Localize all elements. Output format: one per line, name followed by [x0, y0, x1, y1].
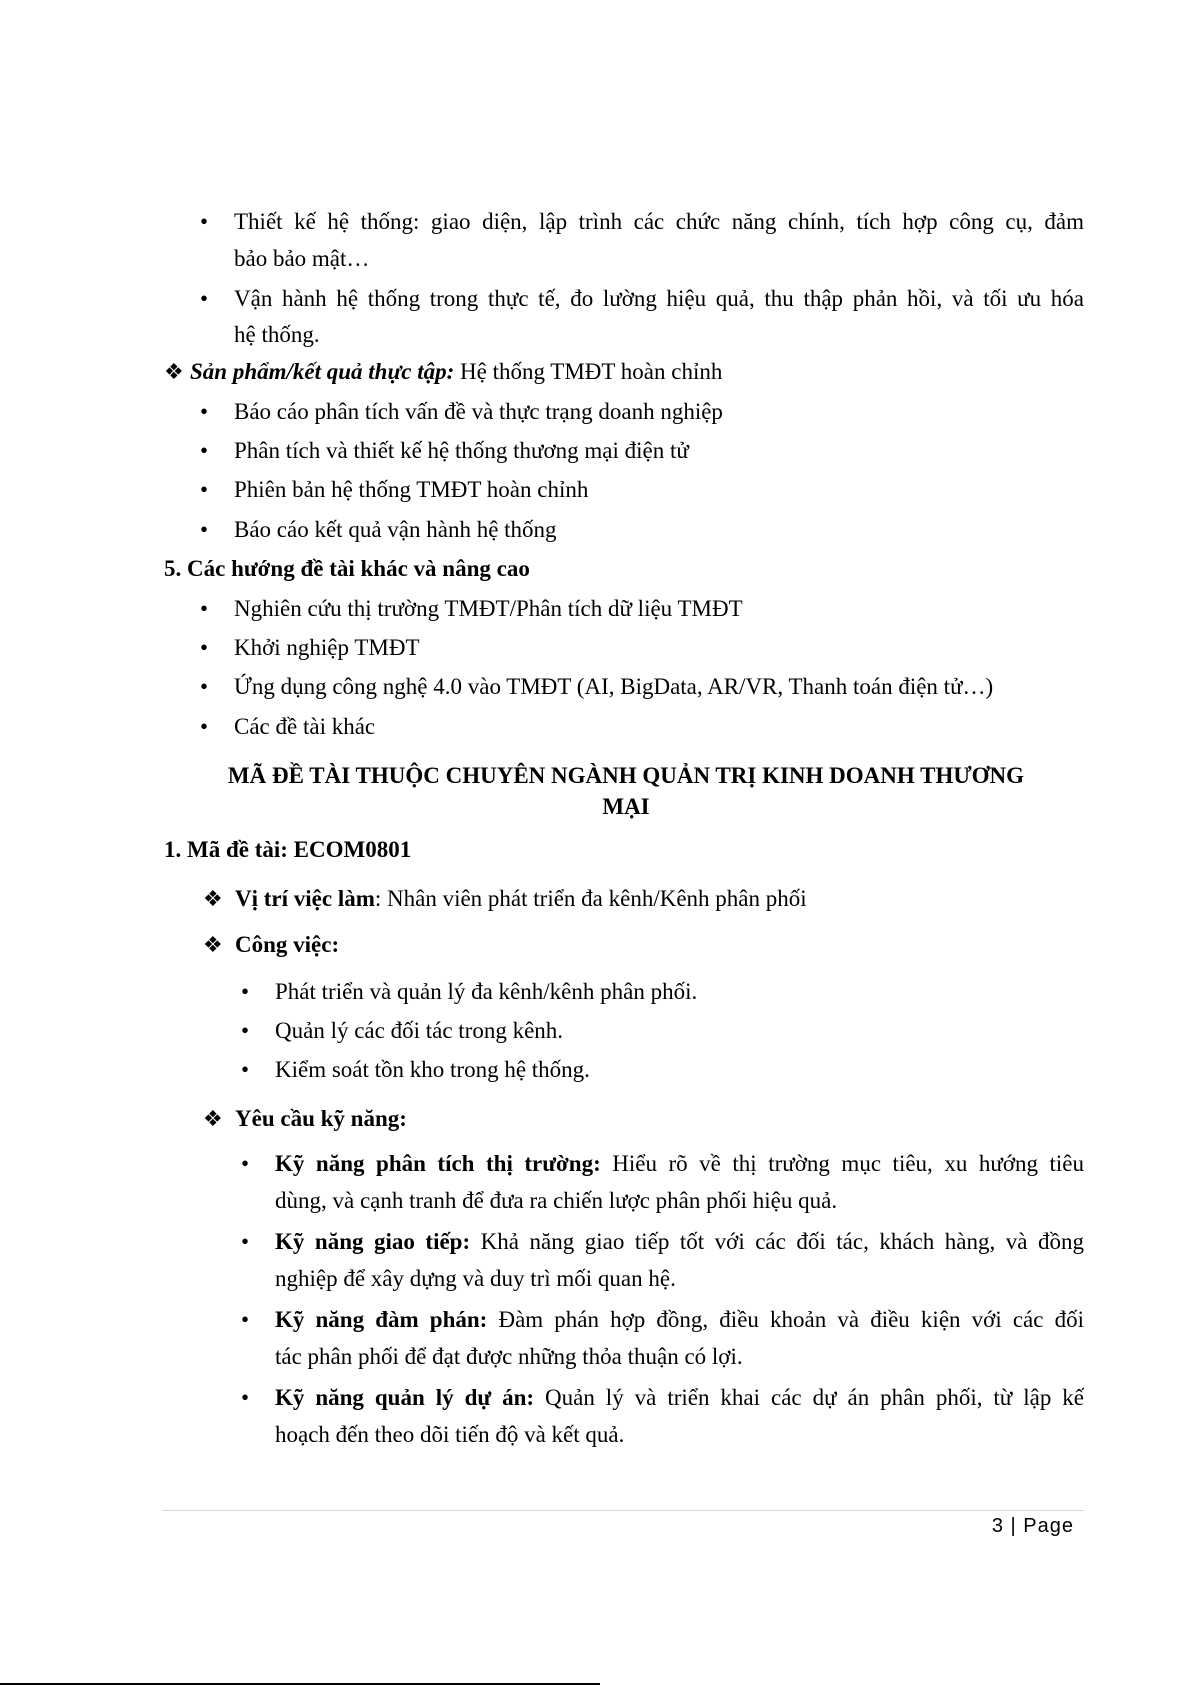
- page-footer: [992, 1511, 1074, 1541]
- bullet-icon: •: [200, 714, 209, 739]
- list-item: Ứng dụng công nghệ 4.0 vào TMĐT (AI, BigData, AR/VR, Thanh toán điện tử…): [234, 674, 994, 699]
- skill-line: [275, 1227, 1084, 1257]
- footer-divider: [162, 1510, 1084, 1511]
- list-item: Phân tích và thiết kế hệ thống thương mại điện tử: [234, 438, 689, 463]
- bullet-icon: •: [200, 596, 209, 621]
- bullet-icon: •: [241, 1151, 250, 1176]
- diamond-bullet-icon: ❖: [203, 886, 223, 911]
- bullet-icon: •: [241, 1018, 250, 1043]
- skill-line: [275, 1149, 1084, 1179]
- major-title-line2: MẠI: [602, 794, 650, 819]
- list-item: Các đề tài khác: [234, 714, 376, 739]
- skill-label: Kỹ năng đàm phán:: [275, 1307, 488, 1332]
- products-label: Sản phẩm/kết quả thực tập:: [190, 359, 455, 384]
- skill-text: Đàm phán hợp đồng, điều khoản và điều kiện với các đối: [487, 1307, 1084, 1332]
- skill-line: [275, 1305, 1084, 1335]
- skill-text: Quản lý và triển khai các dự án phân phối, từ lập kế: [534, 1385, 1084, 1410]
- products-line: [190, 357, 722, 387]
- work-item: Phát triển và quản lý đa kênh/kênh phân phối.: [275, 979, 698, 1004]
- bullet-icon: •: [200, 477, 209, 502]
- page-label: Page: [1023, 1515, 1074, 1537]
- bullet-icon: •: [200, 438, 209, 463]
- work-item: Quản lý các đối tác trong kênh.: [275, 1018, 564, 1043]
- diamond-bullet-icon: ❖: [203, 1106, 223, 1131]
- skill-line: dùng, và cạnh tranh để đưa ra chiến lược phân phối hiệu quả.: [275, 1188, 838, 1213]
- bullet-icon: •: [200, 635, 209, 660]
- bullet-icon: •: [241, 1057, 250, 1082]
- skill-line: nghiệp để xây dựng và duy trì mối quan hệ.: [275, 1266, 676, 1291]
- position-line: [235, 884, 807, 914]
- list-item-line: Thiết kế hệ thống: giao diện, lập trình các chức năng chính, tích hợp công cụ, đảm: [234, 209, 1084, 234]
- major-title-line1: MÃ ĐỀ TÀI THUỘC CHUYÊN NGÀNH QUẢN TRỊ KINH DOANH THƯƠNG: [227, 763, 1025, 788]
- skill-line: hoạch đến theo dõi tiến độ và kết quả.: [275, 1422, 625, 1447]
- work-item: Kiểm soát tồn kho trong hệ thống.: [275, 1057, 590, 1082]
- bullet-icon: •: [200, 399, 209, 424]
- position-text: : Nhân viên phát triển đa kênh/Kênh phân phối: [374, 886, 807, 911]
- diamond-bullet-icon: ❖: [164, 359, 184, 384]
- bullet-icon: •: [200, 674, 209, 699]
- list-item-line: hệ thống.: [234, 322, 320, 347]
- skill-label: Kỹ năng phân tích thị trường:: [275, 1151, 601, 1176]
- bullet-icon: •: [200, 286, 209, 311]
- list-item-line: bảo bảo mật…: [234, 246, 370, 271]
- products-text: Hệ thống TMĐT hoàn chỉnh: [454, 359, 723, 384]
- topic-heading: 1. Mã đề tài: ECOM0801: [164, 837, 412, 862]
- page-number: 3: [991, 1515, 1004, 1537]
- skill-label: Kỹ năng giao tiếp:: [275, 1229, 471, 1254]
- bullet-icon: •: [241, 1307, 250, 1332]
- skill-text: Hiểu rõ về thị trường mục tiêu, xu hướng tiêu: [600, 1151, 1084, 1176]
- diamond-bullet-icon: ❖: [203, 932, 223, 957]
- list-item: Báo cáo kết quả vận hành hệ thống: [234, 517, 557, 542]
- section-heading: 5. Các hướng đề tài khác và nâng cao: [164, 556, 530, 581]
- list-item: Báo cáo phân tích vấn đề và thực trạng doanh nghiệp: [234, 399, 723, 424]
- bullet-icon: •: [241, 1229, 250, 1254]
- position-label: Vị trí việc làm: [235, 886, 375, 911]
- list-item: Phiên bản hệ thống TMĐT hoàn chỉnh: [234, 477, 589, 502]
- skill-label: Kỹ năng quản lý dự án:: [275, 1385, 535, 1410]
- skills-label: Yêu cầu kỹ năng:: [235, 1106, 407, 1131]
- bullet-icon: •: [241, 1385, 250, 1410]
- page-separator: |: [1003, 1515, 1024, 1537]
- skill-line: [275, 1383, 1084, 1413]
- work-label: Công việc:: [235, 932, 340, 957]
- bullet-icon: •: [200, 209, 209, 234]
- list-item-line: Vận hành hệ thống trong thực tế, đo lường hiệu quả, thu thập phản hồi, và tối ưu hóa: [234, 286, 1084, 311]
- bullet-icon: •: [200, 517, 209, 542]
- skill-text: Khả năng giao tiếp tốt với các đối tác, khách hàng, và đồng: [470, 1229, 1084, 1254]
- list-item: Khởi nghiệp TMĐT: [234, 635, 420, 660]
- skill-line: tác phân phối để đạt được những thỏa thuận có lợi.: [275, 1344, 743, 1369]
- bullet-icon: •: [241, 979, 250, 1004]
- list-item: Nghiên cứu thị trường TMĐT/Phân tích dữ liệu TMĐT: [234, 596, 743, 621]
